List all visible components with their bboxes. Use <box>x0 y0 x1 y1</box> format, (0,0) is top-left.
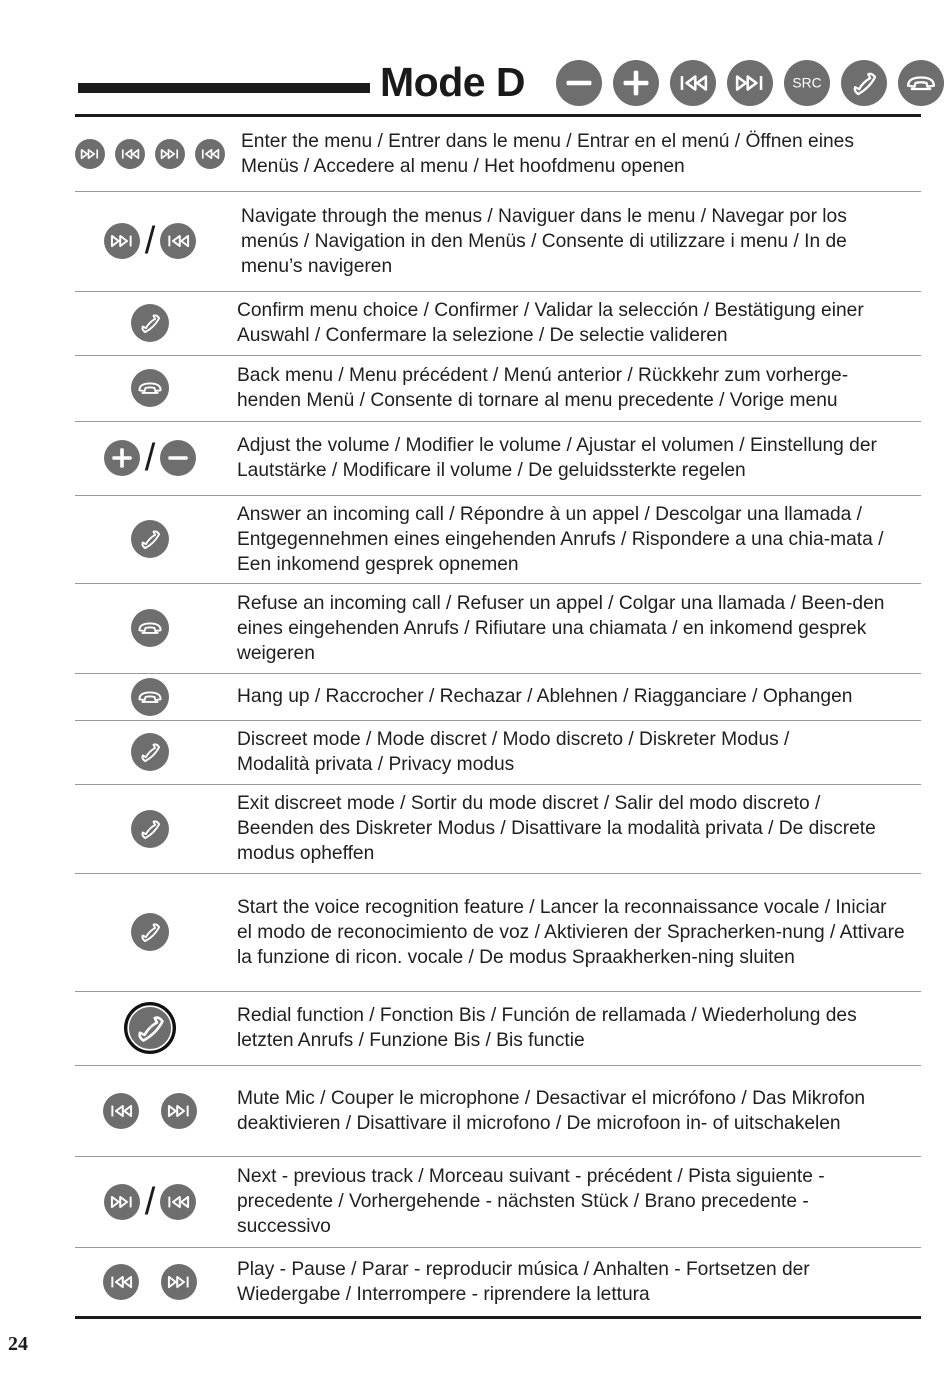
previous-track-icon <box>160 223 196 259</box>
header-button-strip <box>556 60 950 108</box>
table-row <box>75 355 921 422</box>
row-button-icons <box>75 784 225 873</box>
row-button-icons <box>75 583 225 673</box>
table-row <box>75 421 921 496</box>
phone-answer-icon <box>131 520 169 558</box>
table-row <box>75 291 921 356</box>
minus-icon <box>556 60 608 108</box>
next-track-icon <box>161 1093 197 1129</box>
minus-icon <box>160 440 196 476</box>
table-row <box>75 673 921 721</box>
row-description: Adjust the volume / Modifier le volume / Ajustar el volumen / Einstellung der Lautstärke / Modificare il volume / De geluidssterkte regelen <box>237 435 877 481</box>
row-button-icons <box>75 495 225 583</box>
row-button-icons <box>75 1065 225 1156</box>
row-description: Mute Mic / Couper le microphone / Desactivar el micrófono / Das Mikrofon deaktivieren / Disattivare il microfono / De microfoon in- of uitschakelen <box>237 1087 866 1134</box>
table-row <box>75 991 921 1066</box>
row-button-icons <box>75 991 225 1065</box>
phone-hangup-icon <box>898 60 950 108</box>
previous-track-icon <box>160 1184 196 1220</box>
next-track-icon <box>104 1184 140 1220</box>
or-separator: / <box>144 1180 156 1223</box>
row-description: Play - Pause / Parar - reproducir música / Anhalten - Fortsetzen der Wiedergabe / Interrompere - riprendere la lettura <box>237 1258 810 1305</box>
phone-answer-icon <box>841 60 893 108</box>
page-number: 24 <box>8 1333 28 1355</box>
row-button-icons <box>75 355 225 421</box>
table-row <box>75 1247 921 1316</box>
or-separator: / <box>144 437 156 479</box>
row-button-icons <box>75 673 225 720</box>
row-button-icons <box>75 1247 225 1316</box>
phone-answer-icon <box>131 733 169 771</box>
row-description: Navigate through the menus / Naviguer dans le menu / Navegar por los menús / Navigation in den Menüs / Consente di utilizzare i menu / In de menu’s navigeren <box>241 205 847 277</box>
table-row <box>75 873 921 992</box>
row-description: Discreet mode / Mode discret / Modo discreto / Diskreter Modus / Modalità privata / Privacy modus <box>237 729 790 775</box>
next-track-icon <box>155 139 185 169</box>
phone-hangup-icon <box>131 678 169 716</box>
table-row <box>75 720 921 785</box>
phone-answer-double-press-icon <box>124 1002 176 1054</box>
table-row <box>75 117 921 192</box>
phone-answer-icon <box>131 304 169 342</box>
row-button-icons <box>75 873 225 991</box>
phone-answer-icon <box>131 913 169 951</box>
src-icon <box>784 60 836 108</box>
previous-track-icon <box>195 139 225 169</box>
table-row <box>75 495 921 584</box>
plus-icon <box>104 440 140 476</box>
row-description: Start the voice recognition feature / Lancer la reconnaissance vocale / Iniciar el modo de reconocimiento de voz / Aktivieren der Spracherken-nung / Attivare la funzione di ricon. vocale / De modus Spraakherken-ning sluiten <box>237 896 905 968</box>
header-rule-bar <box>78 83 370 93</box>
row-description: Enter the menu / Entrer dans le menu / Entrar en el menú / Öffnen eines Menüs / Accedere al menu / Het hoofdmenu openen <box>241 131 854 177</box>
table-row <box>75 1065 921 1157</box>
table-row <box>75 191 921 292</box>
row-button-icons <box>75 720 225 784</box>
row-button-icons <box>75 191 225 291</box>
row-description: Back menu / Menu précédent / Menú anterior / Rückkehr zum vorherge-henden Menü / Consente di tornare al menu precedente / Vorige menu <box>237 365 849 411</box>
row-description: Hang up / Raccrocher / Rechazar / Ablehnen / Riagganciare / Ophangen <box>237 686 853 707</box>
next-track-icon <box>104 223 140 259</box>
phone-answer-icon <box>131 810 169 848</box>
previous-track-icon <box>670 60 722 108</box>
row-button-icons <box>75 291 225 355</box>
row-button-icons <box>75 421 225 495</box>
row-description: Redial function / Fonction Bis / Función de rellamada / Wiederholung des letzten Anrufs / Funzione Bis / Bis functie <box>237 1005 857 1051</box>
table-row <box>75 784 921 874</box>
row-description: Refuse an incoming call / Refuser un appel / Colgar una llamada / Been-den eines eingehenden Anrufs / Rifiutare una chiamata / en inkomend gesprek weigeren <box>237 592 885 664</box>
previous-track-icon <box>115 139 145 169</box>
previous-track-icon <box>103 1093 139 1129</box>
row-button-icons <box>75 1156 225 1247</box>
row-button-icons <box>75 117 225 191</box>
row-description: Next - previous track / Morceau suivant - précédent / Pista siguiente - precedente / Vorhergehende - nächsten Stück / Brano precedente - successivo <box>237 1166 825 1237</box>
next-track-icon <box>75 139 105 169</box>
plus-icon <box>613 60 665 108</box>
previous-track-icon <box>103 1264 139 1300</box>
table-row <box>75 1156 921 1248</box>
row-description: Confirm menu choice / Confirmer / Validar la selección / Bestätigung einer Auswahl / Confermare la selezione / De selectie valideren <box>237 300 864 346</box>
src-label: SRC <box>792 75 822 91</box>
next-track-icon <box>161 1264 197 1300</box>
row-description: Answer an incoming call / Répondre à un appel / Descolgar una llamada / Entgegennehmen eines eingehenden Anrufs / Rispondere a una chia-mata / Een inkomend gesprek opnemen <box>237 503 884 575</box>
next-track-icon <box>727 60 779 108</box>
phone-hangup-icon <box>131 369 169 407</box>
page-title: Mode D <box>380 59 526 105</box>
row-description: Exit discreet mode / Sortir du mode discret / Salir del modo discreto / Beenden des Diskreter Modus / Disattivare la modalità privata / De discrete modus opheffen <box>237 793 876 864</box>
phone-hangup-icon <box>131 609 169 647</box>
or-separator: / <box>144 220 156 262</box>
table-bottom-rule <box>75 1316 921 1319</box>
table-row <box>75 583 921 674</box>
